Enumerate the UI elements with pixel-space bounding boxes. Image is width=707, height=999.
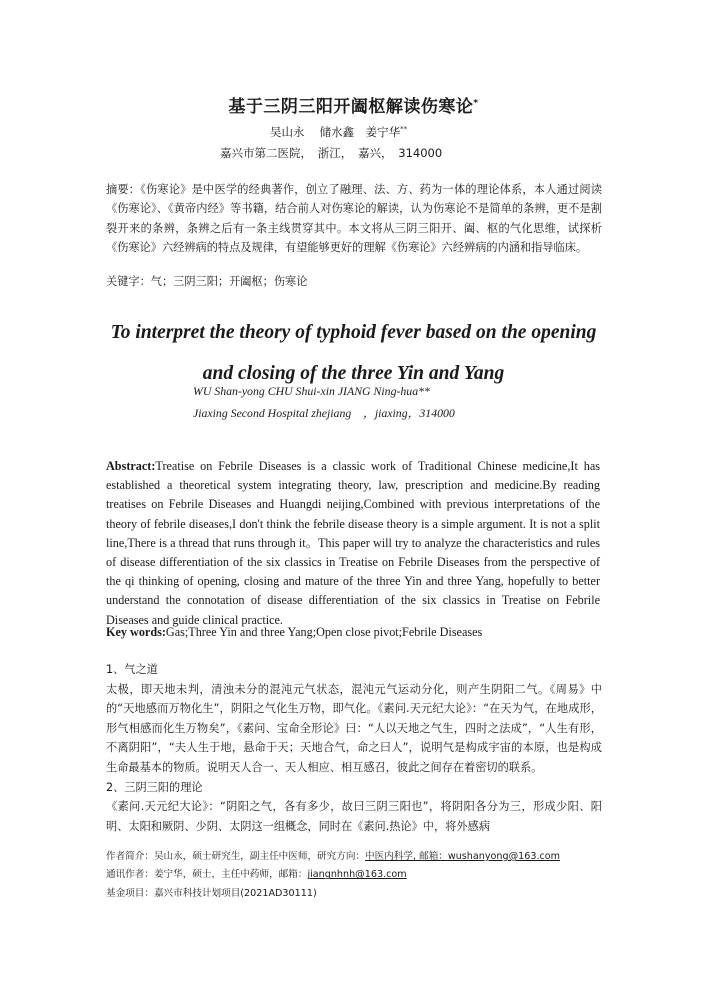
- footnote-corresponding-author: [106, 866, 606, 884]
- corresponding-email-link[interactable]: jiangnhnh@163.com: [307, 869, 407, 881]
- chinese-keywords: 关键字：气；三阴三阳；开阖枢；伤寒论: [106, 275, 308, 288]
- chinese-abstract: 摘要：《伤寒论》是中医学的经典著作，创立了融理、法、方、药为一体的理论体系，本人通过阅读《伤寒论》、《黄帝内经》等书籍，结合前人对伤寒论的解读，认为伤寒论不是简单的条辨，更不是割裂开来的条辨，条辨之后有一条主线贯穿其中。本文将从三阴三阳开、阖、枢的气化思维，试探析《伤寒论》六经辨病的特点及规律，有望能够更好的理解《伤寒论》六经辨病的内涵和指导临床。: [106, 183, 602, 255]
- footnotes: [106, 848, 606, 903]
- english-abstract: [106, 457, 600, 630]
- chinese-affiliation: 嘉兴市第二医院， 浙江， 嘉兴， 314000: [220, 146, 443, 160]
- english-title: [0, 316, 707, 391]
- section1-paragraph: 太极，即天地未判，清浊未分的混沌元气状态，混沌元气运动分化，则产生阴阳二气。《周易》中的“天地感而万物化生”，阴阳之气化生万物，即气化。《素问.天元纪大论》：“在天为气，在地成形，形气相感而化生万物矣”，《素问、宝命全形论》曰：“人以天地之气生，四时之法成”，“人生有形，不离阴阳”，“夫人生于地，悬命于天；天地合气，命之曰人”，说明气是构成宇宙的本原，也是构成生命最基本的物质。说明天人合一、天人相应、相互感召，彼此之间存在着密切的联系。: [106, 682, 602, 774]
- author-email-link[interactable]: 中医内科学, 邮箱：wushanyong@163.com: [365, 851, 561, 862]
- footnote-author-bio: [106, 848, 606, 866]
- chinese-title: [0, 92, 707, 117]
- english-abstract-text: Treatise on Febrile Diseases is a classic work of Traditional Chinese medicine,It has established a theoretical system integrating theory, law, prescription and medicine.By reading treatises on Febrile Diseases and Huangdi neijing,Combined with previous interpretations of the theory of febrile diseases,I don't think the febrile disease theory is a simple argument. It is not a split line,There is a thread that runs through it。This paper will try to analyze the characteristics and rules of disease differentiation of the six classics in Treatise on Febrile Diseases from the perspective of the qi thinking of opening, closing and mature of the three Yin and three Yang, hopefully to better understand the connotation of disease differentiation of the six classics in Treatise on Febrile Diseases and guide clinical practice.: [106, 459, 600, 627]
- abstract-label: Abstract:: [106, 459, 156, 473]
- english-keywords: [106, 625, 482, 640]
- english-title-line2: and closing of the three Yin and Yang: [202, 363, 505, 384]
- author-footnote-mark: **: [400, 125, 408, 134]
- title-footnote-mark: *: [473, 98, 479, 109]
- english-affiliation: Jiaxing Second Hospital zhejiang ，jiaxing，314000: [193, 406, 455, 420]
- footnote-author-bio-text: 作者简介：吴山永，硕士研究生，副主任中医师，研究方向：: [106, 851, 366, 862]
- footnote-funding: 基金项目：嘉兴市科技计划项目(2021AD30111): [106, 887, 317, 899]
- chinese-title-text: 基于三阴三阳开阖枢解读伤寒论: [228, 97, 474, 117]
- english-authors: WU Shan-yong CHU Shui-xin JIANG Ning-hua**: [193, 384, 430, 398]
- footnote-corresponding-text: 通讯作者：姜宁华，硕士，主任中药师，邮箱：: [106, 869, 308, 881]
- keywords-label: Key words:: [106, 625, 166, 639]
- section1-heading: 1、气之道: [106, 663, 158, 676]
- body-text: [106, 660, 602, 836]
- section2-heading: 2、三阴三阳的理论: [106, 780, 203, 794]
- section2-paragraph: 《素问.天元纪大论》：“阴阳之气，各有多少，故曰三阴三阳也”，将阴阳各分为三，形成少阳、阳明、太阳和厥阴、少阴、太阴这一组概念，同时在《素问.热论》中，将外感病: [106, 800, 602, 833]
- english-keywords-text: Gas;Three Yin and three Yang;Open close pivot;Febrile Diseases: [165, 625, 483, 639]
- chinese-authors-text: 吴山永 储水鑫 姜宁华: [270, 125, 401, 139]
- chinese-authors: [270, 124, 407, 140]
- english-title-line1: To interpret the theory of typhoid fever based on the opening: [110, 322, 597, 343]
